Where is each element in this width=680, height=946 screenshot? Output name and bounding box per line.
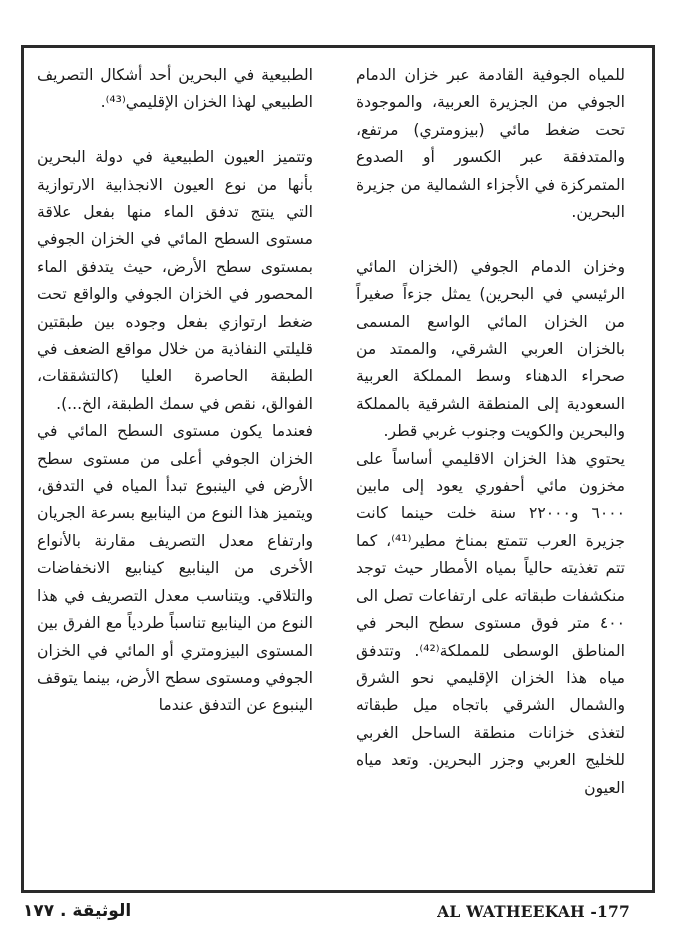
page-footer <box>0 899 680 929</box>
right-text-column <box>356 62 625 802</box>
paragraph: يحتوي هذا الخزان الاقليمي أساساً على مخزون مائي أحفوري يعود إلى مابين ٦٠٠٠ و٢٢٠٠٠ سنة خلت حينما كانت جزيرة العرب تتمتع بمناخ مطير⁽⁴¹⁾، كما تتم تغذيته حالياً بمياه الأمطار حيث توجد منكشفات طبقاته على ارتفاعات تصل الى ٤٠٠ متر فوق مستوى سطح البحر في المناطق الوسطى للمملكة⁽⁴²⁾. وتتدفق مياه هذا الخزان الإقليمي نحو الشرق والشمال الشرقي باتجاه ميل طبقاته لتغذى خزانات منطقة الساحل الغربي للخليج العربي وجزر البحرين. وتعد مياه العيون <box>356 449 626 797</box>
paragraph: للمياه الجوفية القادمة عبر خزان الدمام الجوفي من الجزيرة العربية، والموجودة تحت ضغط مائي (بيزومتري) مرتفع، والمتدفقة عبر الكسور أو الصدوع المتمركزة في الأجزاء الشمالية من جزيرة البحرين. <box>356 66 625 222</box>
paragraph: وخزان الدمام الجوفي (الخزان المائي الرئيسي في البحرين) يمثل جزءاً صغيراً من الخزان المائي الواسع المسمى بالخزان العربي الشرقي، والممتد من صحراء الدهناء وسط المملكة العربية السعودية إلى المنطقة الشرقية بالمملكة والبحرين والكويت وجنوب غربي قطر. <box>356 257 625 441</box>
footer-latin-page-label: AL WATHEEKAH -177 <box>437 902 630 921</box>
paragraph: الطبيعية في البحرين أحد أشكال التصريف الطبيعي لهذا الخزان الإقليمي⁽⁴³⁾. <box>37 66 313 112</box>
footer-arabic-page-label: الوثيقة . ١٧٧ <box>23 901 132 921</box>
paragraph: وتتميز العيون الطبيعية في دولة البحرين بأنها من نوع العيون الانجذابية الارتوازية التي ينتج تدفق الماء منها بفعل علاقة مستوى السطح المائي في الخزان الجوفي بمستوى سطح الأرض، حيث يتدفق الماء المحصور في الخزان الجوفي والواقع تحت ضغط ارتوازي بفعل وجوده بين طبقتين قليلتي النفاذية من خلال مواقع الضعف في الطبقة الحاصرة العليا (كالتشققات، الفوالق، نقص في سمك الطبقة، الخ...). <box>37 148 313 413</box>
paragraph-spacer <box>37 117 313 144</box>
paragraph-spacer <box>356 226 625 253</box>
paragraph: فعندما يكون مستوى السطح المائي في الخزان الجوفي أعلى من مستوى سطح الأرض في الينبوع تبدأ المياه في التدفق، ويتميز هذا النوع من الينابيع بسرعة الجريان وارتفاع معدل التصريف مقارنة بالأنواع الأخرى من الينابيع كينابيع الانخفاضات والتلاقي. ويتناسب معدل التصريف في هذا النوع من الينابيع تناسباً طردياً مع الفرق بين المستوى البيزومتري أو المائي في الخزان الجوفي ومستوى سطح الأرض، بينما يتوقف الينبوع عن التدفق عندما <box>37 422 313 715</box>
left-text-column <box>37 62 313 720</box>
